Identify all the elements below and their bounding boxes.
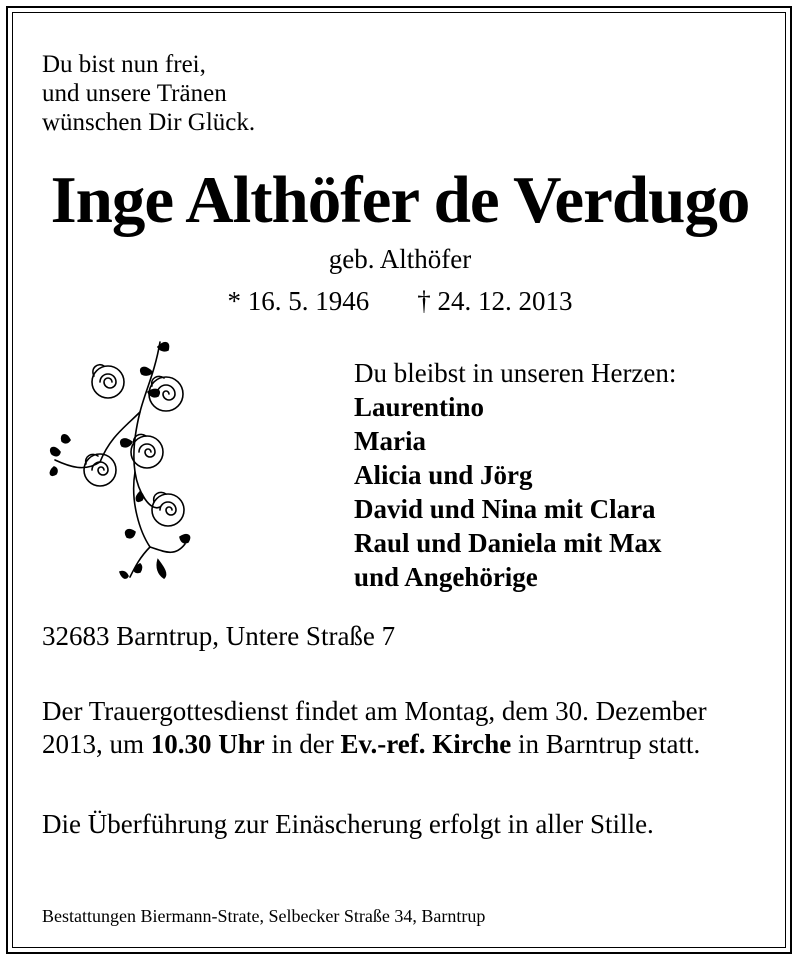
funeral-service-notice [42, 695, 762, 761]
service-time: 10.30 Uhr [150, 729, 265, 759]
mourners-block [354, 356, 676, 594]
mourner-name: Raul und Daniela mit Max [354, 528, 662, 558]
mourner-name: Laurentino [354, 392, 485, 422]
mourner-name: und Angehörige [354, 562, 538, 592]
service-text: in Barntrup statt. [511, 729, 701, 759]
mourner-name: Alicia und Jörg [354, 460, 533, 490]
mourners-intro: Du bleibst in unseren Herzen: [354, 358, 677, 388]
transfer-notice: Die Überführung zur Einäscherung erfolgt in aller Stille. [42, 809, 654, 839]
death-date: † 24. 12. 2013 [417, 286, 573, 316]
verse-line: und unsere Tränen [42, 80, 227, 107]
deceased-name: Inge Althöfer de Verdugo [50, 163, 750, 237]
service-text: Der Trauergottesdienst findet am Montag, dem 30. Dezember 2013, um [42, 696, 707, 759]
maiden-name: geb. Althöfer [328, 244, 472, 274]
verse-line: Du bist nun frei, [42, 51, 206, 78]
undertaker-line: Bestattungen Biermann-Strate, Selbecker Straße 34, Barntrup [42, 906, 486, 926]
mourner-name: Maria [354, 426, 426, 456]
mourner-name: David und Nina mit Clara [354, 494, 656, 524]
family-address: 32683 Barntrup, Untere Straße 7 [42, 621, 396, 651]
verse [42, 50, 255, 137]
life-dates [0, 285, 800, 317]
service-place: Ev.-ref. Kirche [340, 729, 512, 759]
service-text: in der [264, 729, 341, 759]
roses-icon [40, 332, 210, 582]
birth-date: * 16. 5. 1946 [227, 286, 370, 316]
verse-line: wünschen Dir Glück. [42, 109, 256, 136]
